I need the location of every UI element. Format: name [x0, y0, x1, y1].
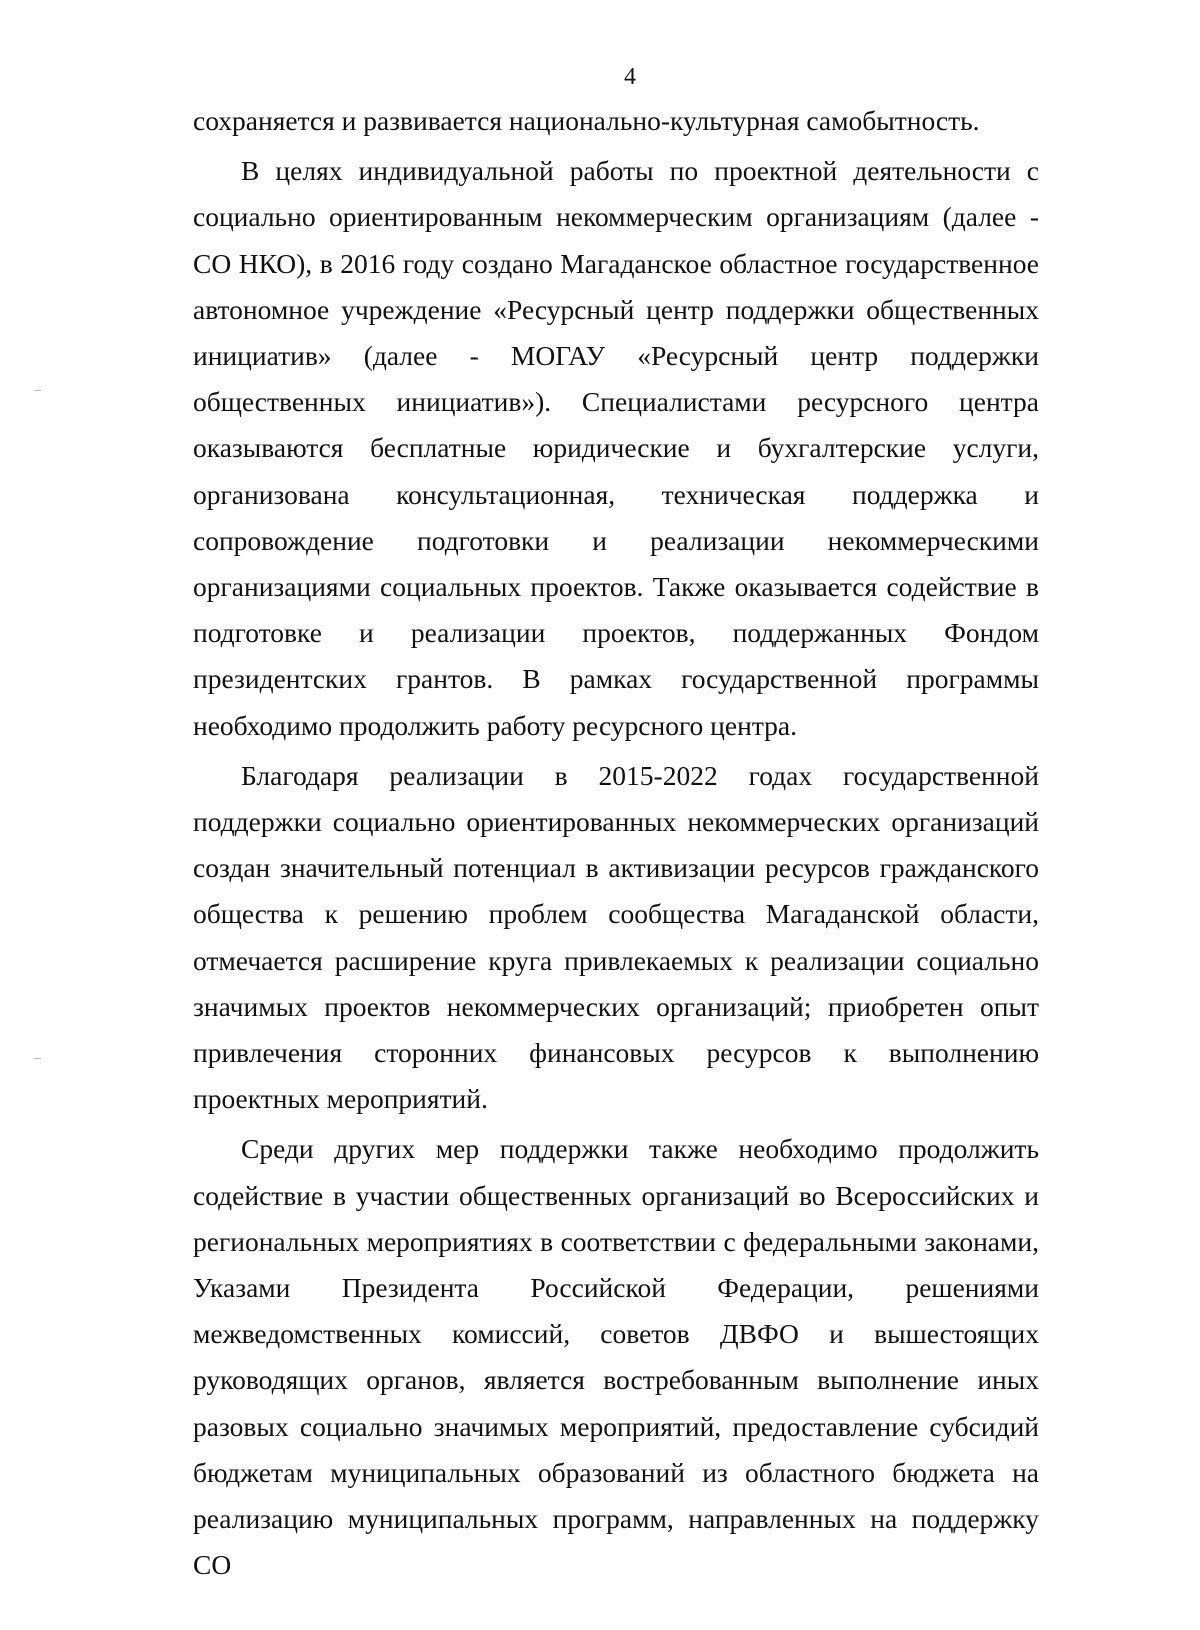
- scan-mark: [34, 390, 41, 391]
- paragraph-other-measures: Среди других мер поддержки также необходимо продолжить содействие в участии общественных организаций во Всероссийских и региональных мероприятиях в соответствии с федеральными законами, Указами Президента Российской Федерации, решениями межведомственных комиссий, советов ДВФО и вышестоящих руководящих органов, является востребованным выполнение иных разовых социально значимых мероприятий, предоставление субсидий бюджетам муниципальных образований из областного бюджета на реализацию муниципальных программ, направленных на поддержку СО: [193, 1133, 1039, 1581]
- document-body: [193, 98, 1039, 1589]
- paragraph-resource-center: В целях индивидуальной работы по проектной деятельности с социально ориентированным некоммерческим организациям (далее - СО НКО), в 2016 году создано Магаданское областное государственное автономное учреждение «Ресурсный центр поддержки общественных инициатив» (далее - МОГАУ «Ресурсный центр поддержки общественных инициатив»). Специалистами ресурсного центра оказываются бесплатные юридические и бухгалтерские услуги, организована консультационная, техническая поддержка и сопровождение подготовки и реализации некоммерческими организациями социальных проектов. Также оказывается содействие в подготовке и реализации проектов, поддержанных Фондом президентских грантов. В рамках государственной программы необходимо продолжить работу ресурсного центра.: [193, 155, 1039, 741]
- paragraph-continuation: сохраняется и развивается национально-культурная самобытность.: [193, 105, 980, 136]
- scan-mark: [34, 1058, 41, 1059]
- page-number: 4: [624, 64, 636, 90]
- paragraph-support-results: Благодаря реализации в 2015-2022 годах государственной поддержки социально ориентированных некоммерческих организаций создан значительный потенциал в активизации ресурсов гражданского общества к решению проблем сообщества Магаданской области, отмечается расширение круга привлекаемых к реализации социально значимых проектов некоммерческих организаций; приобретен опыт привлечения сторонних финансовых ресурсов к выполнению проектных мероприятий.: [193, 759, 1039, 1115]
